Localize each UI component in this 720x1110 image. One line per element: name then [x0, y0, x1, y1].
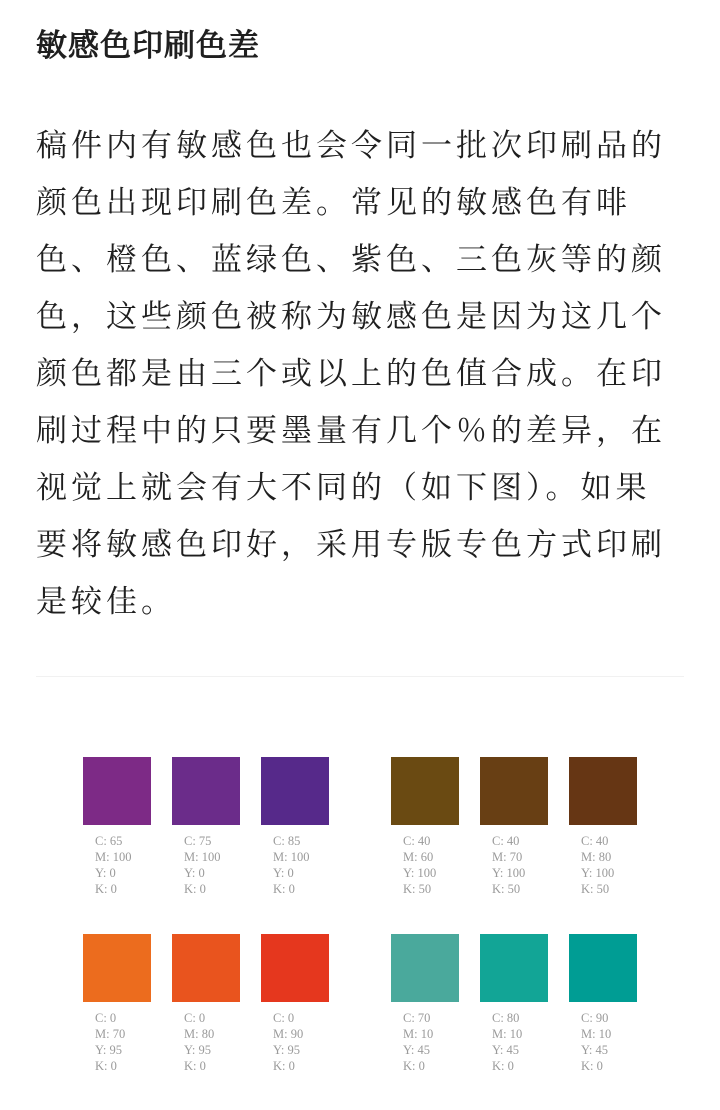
- cmyk-c-value: C: 80: [492, 1011, 520, 1025]
- cmyk-y-value: Y: 95: [95, 1043, 122, 1057]
- cmyk-c-value: C: 40: [403, 834, 431, 848]
- color-swatch: [83, 934, 151, 1002]
- color-swatch: [391, 934, 459, 1002]
- color-swatch: [261, 757, 329, 825]
- cmyk-c-value: C: 75: [184, 834, 212, 848]
- cmyk-m-value: M: 70: [492, 850, 523, 864]
- cmyk-k-value: K: 0: [581, 1059, 603, 1073]
- body-line: 颜色都是由三个或以上的色值合成。在印: [36, 356, 666, 392]
- cmyk-values: [95, 833, 175, 897]
- cmyk-y-value: Y: 0: [95, 866, 116, 880]
- body-line: 颜色出现印刷色差。常见的敏感色有啡: [36, 185, 631, 221]
- body-line: 稿件内有敏感色也会令同一批次印刷品的: [36, 128, 666, 164]
- cmyk-values: [403, 833, 483, 897]
- cmyk-values: [184, 1010, 264, 1074]
- cmyk-m-value: M: 80: [184, 1027, 215, 1041]
- cmyk-m-value: M: 10: [403, 1027, 434, 1041]
- cmyk-c-value: C: 90: [581, 1011, 609, 1025]
- cmyk-values: [273, 833, 353, 897]
- cmyk-m-value: M: 10: [581, 1027, 612, 1041]
- cmyk-k-value: K: 50: [403, 882, 432, 896]
- cmyk-values: [581, 833, 661, 897]
- article-title: 敏感色印刷色差: [36, 28, 260, 64]
- body-line: 是较佳。: [36, 584, 176, 620]
- cmyk-k-value: K: 50: [492, 882, 521, 896]
- cmyk-m-value: M: 70: [95, 1027, 126, 1041]
- body-line: 视觉上就会有大不同的（如下图）。如果: [36, 470, 651, 506]
- cmyk-y-value: Y: 45: [403, 1043, 430, 1057]
- body-line: 要将敏感色印好，采用专版专色方式印刷: [36, 527, 666, 563]
- cmyk-c-value: C: 0: [273, 1011, 295, 1025]
- cmyk-k-value: K: 0: [273, 1059, 295, 1073]
- cmyk-m-value: M: 100: [273, 850, 310, 864]
- cmyk-c-value: C: 40: [492, 834, 520, 848]
- cmyk-y-value: Y: 0: [184, 866, 205, 880]
- cmyk-values: [403, 1010, 483, 1074]
- cmyk-y-value: Y: 100: [492, 866, 526, 880]
- cmyk-values: [492, 1010, 572, 1074]
- cmyk-c-value: C: 70: [403, 1011, 431, 1025]
- body-line: 色、橙色、蓝绿色、紫色、三色灰等的颜: [36, 242, 666, 278]
- cmyk-c-value: C: 40: [581, 834, 609, 848]
- cmyk-m-value: M: 60: [403, 850, 434, 864]
- cmyk-y-value: Y: 45: [581, 1043, 608, 1057]
- cmyk-m-value: M: 100: [95, 850, 132, 864]
- color-swatch: [480, 757, 548, 825]
- cmyk-c-value: C: 65: [95, 834, 123, 848]
- cmyk-values: [184, 833, 264, 897]
- cmyk-y-value: Y: 45: [492, 1043, 519, 1057]
- cmyk-k-value: K: 0: [184, 882, 206, 896]
- cmyk-m-value: M: 80: [581, 850, 612, 864]
- cmyk-m-value: M: 90: [273, 1027, 304, 1041]
- cmyk-k-value: K: 0: [184, 1059, 206, 1073]
- cmyk-k-value: K: 0: [95, 1059, 117, 1073]
- cmyk-c-value: C: 0: [95, 1011, 117, 1025]
- color-swatch: [391, 757, 459, 825]
- cmyk-y-value: Y: 0: [273, 866, 294, 880]
- cmyk-m-value: M: 100: [184, 850, 221, 864]
- color-swatch: [569, 757, 637, 825]
- cmyk-y-value: Y: 100: [581, 866, 615, 880]
- color-swatch: [261, 934, 329, 1002]
- cmyk-k-value: K: 0: [95, 882, 117, 896]
- cmyk-m-value: M: 10: [492, 1027, 523, 1041]
- cmyk-y-value: Y: 95: [273, 1043, 300, 1057]
- cmyk-c-value: C: 85: [273, 834, 301, 848]
- color-swatch: [480, 934, 548, 1002]
- color-swatch: [83, 757, 151, 825]
- body-line: 刷过程中的只要墨量有几个％的差异，在: [36, 413, 666, 449]
- cmyk-y-value: Y: 100: [403, 866, 437, 880]
- cmyk-k-value: K: 0: [403, 1059, 425, 1073]
- cmyk-values: [581, 1010, 661, 1074]
- cmyk-k-value: K: 0: [492, 1059, 514, 1073]
- cmyk-values: [95, 1010, 175, 1074]
- cmyk-values: [273, 1010, 353, 1074]
- color-swatch: [569, 934, 637, 1002]
- color-swatch: [172, 934, 240, 1002]
- cmyk-c-value: C: 0: [184, 1011, 206, 1025]
- cmyk-k-value: K: 0: [273, 882, 295, 896]
- cmyk-y-value: Y: 95: [184, 1043, 211, 1057]
- cmyk-values: [492, 833, 572, 897]
- body-line: 色，这些颜色被称为敏感色是因为这几个: [36, 299, 666, 335]
- cmyk-k-value: K: 50: [581, 882, 610, 896]
- color-swatch: [172, 757, 240, 825]
